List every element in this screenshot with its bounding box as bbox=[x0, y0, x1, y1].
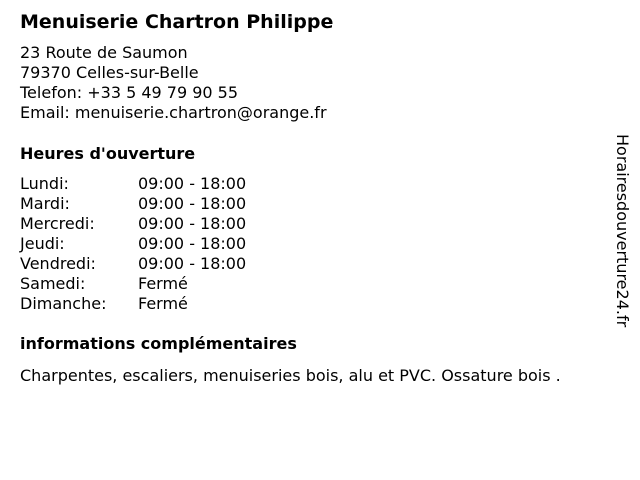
email-address: Email: menuiserie.chartron@orange.fr bbox=[20, 103, 327, 122]
contact-block bbox=[20, 43, 327, 123]
business-name: Menuiserie Chartron Philippe bbox=[20, 11, 334, 33]
hours-value: 09:00 - 18:00 bbox=[138, 174, 247, 193]
hours-value: Fermé bbox=[138, 274, 188, 293]
additional-info-text: Charpentes, escaliers, menuiseries bois, alu et PVC. Ossature bois . bbox=[20, 366, 561, 385]
watermark-text: Horairesdouverture24.fr bbox=[613, 134, 632, 328]
day-label: Dimanche: bbox=[20, 294, 107, 313]
hours-row-thursday bbox=[20, 234, 280, 254]
hours-value: Fermé bbox=[138, 294, 188, 313]
phone-number: Telefon: +33 5 49 79 90 55 bbox=[20, 83, 239, 102]
day-label: Lundi: bbox=[20, 174, 69, 193]
day-label: Vendredi: bbox=[20, 254, 96, 273]
day-label: Samedi: bbox=[20, 274, 86, 293]
opening-hours-table bbox=[20, 174, 280, 314]
day-label: Jeudi: bbox=[20, 234, 65, 253]
hours-row-tuesday bbox=[20, 194, 280, 214]
hours-row-friday bbox=[20, 254, 280, 274]
hours-row-sunday bbox=[20, 294, 280, 314]
additional-info-heading: informations complémentaires bbox=[20, 334, 297, 353]
hours-value: 09:00 - 18:00 bbox=[138, 214, 247, 233]
hours-value: 09:00 - 18:00 bbox=[138, 254, 247, 273]
hours-row-monday bbox=[20, 174, 280, 194]
day-label: Mercredi: bbox=[20, 214, 95, 233]
day-label: Mardi: bbox=[20, 194, 70, 213]
site-watermark bbox=[612, 134, 632, 344]
hours-value: 09:00 - 18:00 bbox=[138, 234, 247, 253]
street-address: 23 Route de Saumon bbox=[20, 43, 188, 62]
hours-row-wednesday bbox=[20, 214, 280, 234]
city-postcode: 79370 Celles-sur-Belle bbox=[20, 63, 199, 82]
hours-row-saturday bbox=[20, 274, 280, 294]
opening-hours-heading: Heures d'ouverture bbox=[20, 144, 196, 163]
hours-value: 09:00 - 18:00 bbox=[138, 194, 247, 213]
